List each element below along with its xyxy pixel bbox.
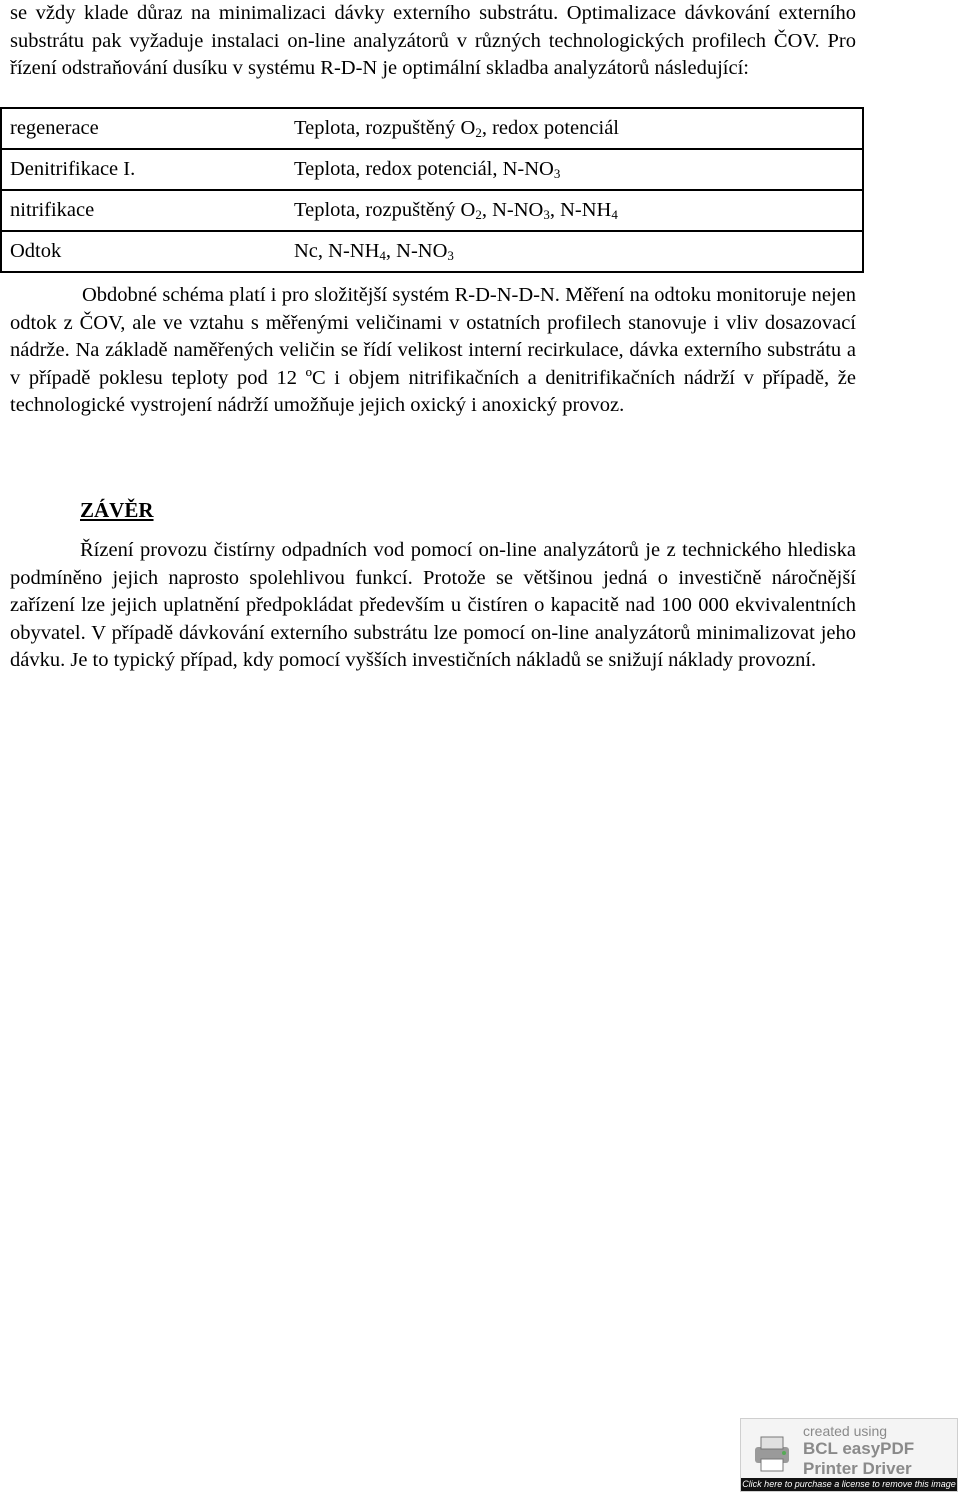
subscript: 3 [447,248,454,263]
parameter-text: , redox potenciál [481,117,619,139]
table-row [1,231,863,272]
subscript: 3 [543,207,550,222]
section-heading-zaver: ZÁVĚR [80,498,154,522]
table-row [1,149,863,190]
subscript: 3 [553,166,561,181]
watermark-created-using: created using [803,1423,888,1439]
analyzer-table [0,107,864,273]
parameters-cell [286,231,863,272]
watermark-brand-line2: Printer Driver [803,1459,912,1478]
parameter-text: , N-NO [481,199,544,221]
parameters-cell [286,190,863,231]
parameter-text: Nc, N-NH [294,240,380,262]
intro-paragraph: se vždy klade důraz na minimalizaci dávky externího substrátu. Optimalizace dávkování externího substrátu pak vyžaduje instalaci on-line analyzátorů v různých technologických profilech ČOV. Pro řízení odstraňování dusíku v systému R-D-N je optimální skladba analyzátorů následující: [10,2,856,79]
subscript: 4 [379,248,386,263]
watermark-brand [803,1439,914,1479]
profile-cell: Odtok [1,231,286,272]
paragraph-zaver: Řízení provozu čistírny odpadních vod pomocí on-line analyzátorů je z technického hlediska podmíněno jejich naprosto spolehlivou funkcí. Protože se většinou jedná o investičně náročnější zařízení lze jejich uplatnění předpokládat především u čistíren o kapacitě nad 100 000 ekvivalentních obyvatel. V případě dávkování externího substrátu lze pomocí on-line analyzátorů minimalizovat jeho dávku. Je to typický případ, kdy pomocí vyšších investičních nákladů se snižují náklady provozní. [10,539,856,671]
watermark-badge[interactable] [740,1418,958,1492]
parameter-text: Teplota, redox potenciál, N-NO [294,158,554,180]
parameter-text: Teplota, rozpuštěný O [294,199,476,221]
subscript: 2 [475,207,482,222]
profile-cell: regenerace [1,108,286,149]
table-row [1,190,863,231]
printer-icon [747,1427,797,1477]
parameter-text: , N-NH [549,199,612,221]
parameter-text: Teplota, rozpuštěný O [294,117,476,139]
table-row [1,108,863,149]
profile-cell: Denitrifikace I. [1,149,286,190]
subscript: 4 [611,207,618,222]
watermark-license-link[interactable]: Click here to purchase a license to remove this image [742,1479,956,1489]
parameters-cell [286,108,863,149]
watermark-brand-line1: BCL easyPDF [803,1439,915,1458]
paragraph-obdobne: Obdobné schéma platí i pro složitější systém R-D-N-D-N. Měření na odtoku monitoruje nejen odtok z ČOV, ale ve vztahu s měřenými veličinami v ostatních profilech stanovuje i vliv dosazovací nádrže. Na základě naměřených veličin se řídí velikost interní recirkulace, dávka externího substrátu a v případě poklesu teploty pod 12 ºC i objem nitrifikačních a denitrifikačních nádrží v případě, že technologické vystrojení nádrží umožňuje jejich oxický i anoxický provoz. [10,284,856,416]
subscript: 2 [475,125,482,140]
parameters-cell [286,149,863,190]
profile-cell: nitrifikace [1,190,286,231]
parameter-text: , N-NO [385,240,448,262]
